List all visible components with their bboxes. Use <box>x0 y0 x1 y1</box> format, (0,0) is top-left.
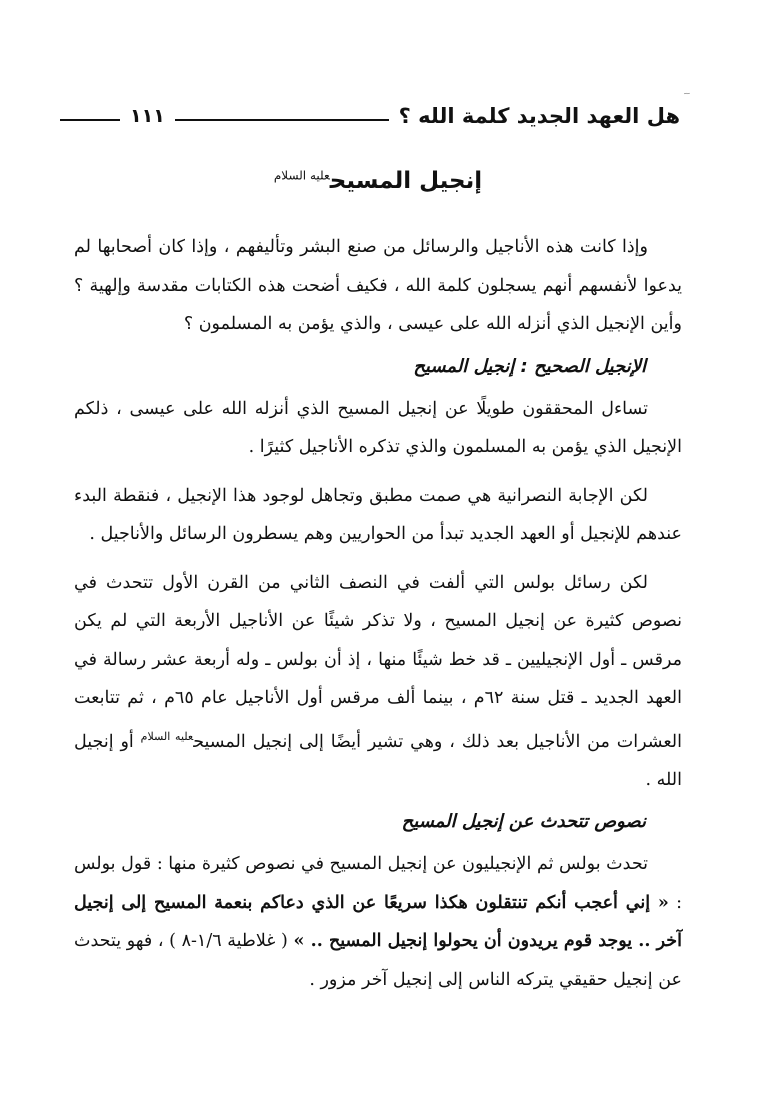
honorific-mark: عليه السلام <box>273 168 330 183</box>
honorific-inline: عليه السلام <box>140 729 194 743</box>
page-body <box>74 168 682 999</box>
subheading-correct-gospel: الإنجيل الصحيح : إنجيل المسيح <box>413 355 646 377</box>
paragraph-1: وإذا كانت هذه الأناجيل والرسائل من صنع البشر وتأليفهم ، وإذا كان أصحابها لم يدعوا لأنفسهم أنهم يسجلون كلمة الله ، فكيف أضحت هذه الكتابات مقدسة وإلهية ؟ وأين الإنجيل الذي أنزله الله على عيسى ، والذي يؤمن به المسلمون ؟ <box>74 237 682 334</box>
paragraph-4-text: لكن رسائل بولس التي ألفت في النصف الثاني من القرن الأول تتحدث في نصوص كثيرة عن إنجيل المسيح ، ولا تذكر شيئًا عن الأناجيل الأربعة التي لم يكن مرقس ـ أول الإنجيليين ـ قد خط شيئًا منها ، إذ أن بولس ـ وله أربعة عشر رسالة في العهد الجديد ـ قتل سنة ٦٢م ، بينما ألف مرقس أول الأناجيل عام ٦٥م ، ثم تتابعت العشرات من الأناجيل بعد ذلك ، وهي تشير أيضًا إلى إنجيل المسيح <box>74 572 683 752</box>
galatians-quote: « إني أعجب أنكم تنتقلون هكذا سريعًا عن الذي دعاكم بنعمة المسيح إلى إنجيل آخر .. يوجد قوم يريدون أن يحولوا إنجيل المسيح .. » <box>74 892 682 952</box>
running-title: هل العهد الجديد كلمة الله ؟ <box>398 104 680 128</box>
page-number: ١١١ <box>130 105 165 127</box>
paragraph-5-intro: تحدث بولس ثم الإنجيليون عن إنجيل المسيح في نصوص كثيرة منها : قول بولس : <box>74 854 682 913</box>
running-header <box>60 96 680 136</box>
paragraph-5-end: فهو يتحدث عن إنجيل حقيقي يتركه الناس إلى إنجيل آخر مزور . <box>74 931 682 990</box>
subheading-texts: نصوص تتحدث عن إنجيل المسيح <box>401 811 646 833</box>
page-corner-mark: ﹶﹶ <box>684 92 690 103</box>
chapter-title-text: إنجيل المسيح <box>329 168 483 194</box>
scripture-reference: ( غلاطية ١/٦-٨ ) ، <box>157 931 288 952</box>
paragraph-3: لكن الإجابة النصرانية هي صمت مطبق وتجاهل لوجود هذا الإنجيل ، فنقطة البدء عندهم للإنجيل أو العهد الجديد تبدأ من الحواريين وهم يسطرون الرسائل والأناجيل . <box>74 485 682 544</box>
paragraph-4 <box>74 564 682 800</box>
chapter-title <box>74 168 682 194</box>
paragraph-2: تساءل المحققون طويلًا عن إنجيل المسيح الذي أنزله الله على عيسى ، ذلكم الإنجيل الذي يؤمن به المسلمون والذي تذكره الأناجيل كثيرًا . <box>74 398 682 457</box>
paragraph-5 <box>74 845 682 999</box>
paragraph-4-end: أو إنجيل الله . <box>74 731 682 790</box>
header-rule <box>175 119 389 121</box>
header-rule-short <box>60 119 120 121</box>
